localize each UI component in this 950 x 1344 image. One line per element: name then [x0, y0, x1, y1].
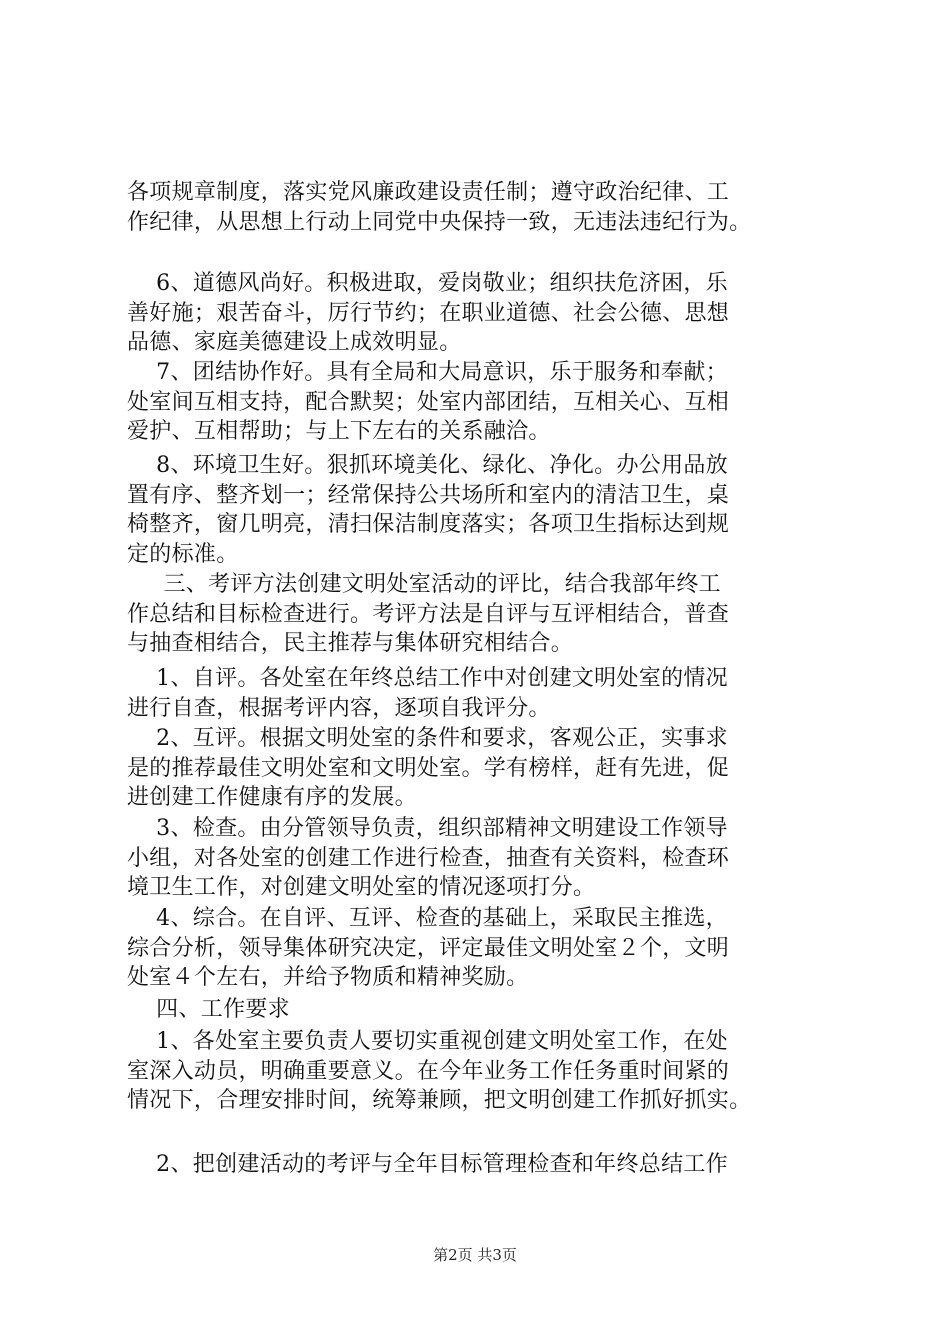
section-heading-work-requirements [127, 995, 837, 1025]
paragraph-requirement-2 [127, 1150, 837, 1180]
text-line: 进创建工作健康有序的发展。 [127, 785, 417, 811]
text-line: 三、考评方法创建文明处室活动的评比，结合我部年终工 [127, 572, 721, 597]
paragraph-inspection [127, 814, 837, 903]
text-line: 是的推荐最佳文明处室和文明处室。学有榜样，赶有先进，促 [127, 755, 730, 781]
text-line: 各项规章制度，落实党风廉政建设责任制；遵守政治纪律、工 [127, 180, 730, 205]
text-line: 室深入动员，明确重要意义。在今年业务工作任务重时间紧的 [127, 1058, 730, 1084]
text-line: 善好施；艰苦奋斗，厉行节约；在职业道德、社会公德、思想 [127, 300, 730, 326]
text-line: 综合分析，领导集体研究决定，评定最佳文明处室２个，文明 [127, 935, 730, 961]
text-line: 1、自评。各处室在年终总结工作中对创建文明处室的情况 [127, 666, 728, 691]
text-line: 爱护、互相帮助；与上下左右的关系融洽。 [127, 419, 551, 445]
paragraph-section-3 [127, 570, 837, 659]
text-line: 4、综合。在自评、互评、检查的基础上，采取民主推选， [127, 906, 728, 931]
text-line: 小组，对各处室的创建工作进行检查，抽查有关资料，检查环 [127, 845, 730, 871]
text-line: 2、互评。根据文明处室的条件和要求，客观公正，实事求 [127, 726, 728, 751]
text-line: 境卫生工作，对创建文明处室的情况逐项打分。 [127, 875, 596, 901]
text-line: 情况下，合理安排时间，统筹兼顾，把文明创建工作抓好抓实。 [127, 1088, 752, 1114]
text-line: 定的标准。 [127, 541, 239, 567]
text-line: 6、道德风尚好。积极进取，爱岗敬业；组织扶危济困，乐 [127, 271, 728, 296]
page-footer: 第2页 共3页 [433, 1246, 517, 1264]
text-line: 进行自查，根据考评内容，逐项自我评分。 [127, 695, 551, 721]
text-line: 置有序、整齐划一；经常保持公共场所和室内的清洁卫生，桌 [127, 482, 730, 508]
text-line: 处室４个左右，并给予物质和精神奖励。 [127, 965, 529, 991]
paragraph-mutual-review [127, 724, 837, 813]
paragraph-requirement-1 [127, 1027, 837, 1116]
text-line: 与抽查相结合，民主推荐与集体研究相结合。 [127, 631, 574, 657]
paragraph-self-review [127, 664, 837, 723]
text-line: 2、把创建活动的考评与全年目标管理检查和年终总结工作 [127, 1152, 728, 1177]
text-line: 椅整齐，窗几明亮，清扫保洁制度落实；各项卫生指标达到规 [127, 512, 730, 538]
paragraph-item-6 [127, 269, 837, 358]
text-line: 作总结和目标检查进行。考评方法是自评与互评相结合，普查 [127, 601, 730, 627]
paragraph-item-7 [127, 358, 837, 447]
text-line: 8、环境卫生好。狠抓环境美化、绿化、净化。办公用品放 [127, 453, 728, 478]
text-line: 3、检查。由分管领导负责，组织部精神文明建设工作领导 [127, 816, 728, 841]
paragraph-synthesis [127, 904, 837, 993]
paragraph-discipline [127, 178, 837, 237]
text-line: 四、工作要求 [127, 997, 290, 1022]
text-line: 7、团结协作好。具有全局和大局意识，乐于服务和奉献； [127, 360, 728, 385]
paragraph-item-8 [127, 451, 837, 569]
text-line: 作纪律，从思想上行动上同党中央保持一致，无违法违纪行为。 [127, 209, 752, 235]
text-line: 1、各处室主要负责人要切实重视创建文明处室工作，在处 [127, 1029, 728, 1054]
text-line: 处室间互相支持，配合默契；处室内部团结，互相关心、互相 [127, 389, 730, 415]
text-line: 品德、家庭美德建设上成效明显。 [127, 330, 462, 356]
